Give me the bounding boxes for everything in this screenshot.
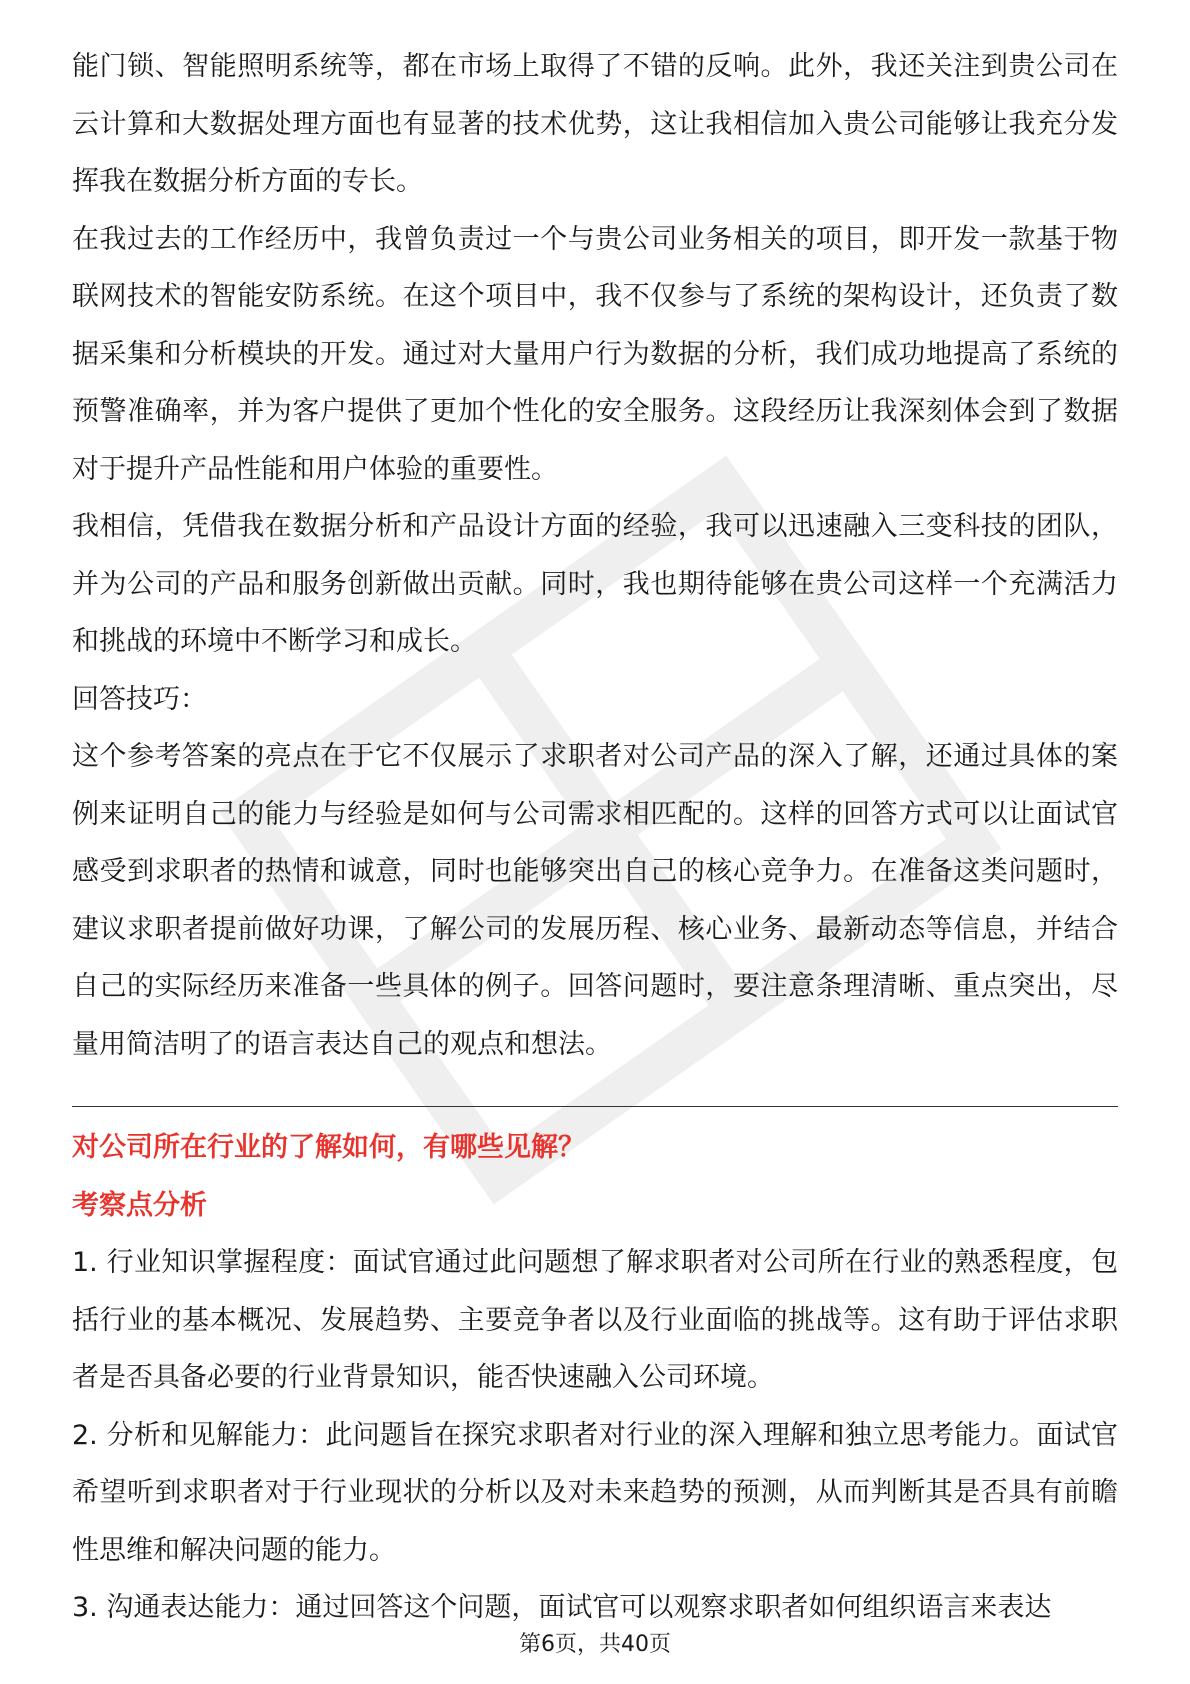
body-paragraph: 这个参考答案的亮点在于它不仅展示了求职者对公司产品的深入了解，还通过具体的案例来证明自己的能力与经验是如何与公司需求相匹配的。这样的回答方式可以让面试官感受到求职者的热情和诚意，同时也能够突出自己的核心竞争力。在准备这类问题时，建议求职者提前做好功课，了解公司的发展历程、核心业务、最新动态等信息，并结合自己的实际经历来准备一些具体的例子。回答问题时，要注意条理清晰、重点突出，尽量用简洁明了的语言表达自己的观点和想法。 — [72, 741, 1118, 1060]
analysis-point: 2. 分析和见解能力：此问题旨在探究求职者对行业的深入理解和独立思考能力。面试官希望听到求职者对于行业现状的分析以及对未来趋势的预测，从而判断其是否具有前瞻性思维和解决问题的能力。 — [72, 1419, 1118, 1566]
body-paragraph: 我相信，凭借我在数据分析和产品设计方面的经验，我可以迅速融入三变科技的团队，并为公司的产品和服务创新做出贡献。同时，我也期待能够在贵公司这样一个充满活力和挑战的环境中不断学习和成长。 — [72, 511, 1118, 657]
section-divider — [72, 1106, 1118, 1107]
body-paragraph: 能门锁、智能照明系统等，都在市场上取得了不错的反响。此外，我还关注到贵公司在云计算和大数据处理方面也有显著的技术优势，这让我相信加入贵公司能够让我充分发挥我在数据分析方面的专长。 — [72, 51, 1118, 197]
body-paragraph: 在我过去的工作经历中，我曾负责过一个与贵公司业务相关的项目，即开发一款基于物联网技术的智能安防系统。在这个项目中，我不仅参与了系统的架构设计，还负责了数据采集和分析模块的开发。通过对大量用户行为数据的分析，我们成功地提高了系统的预警准确率，并为客户提供了更加个性化的安全服务。这段经历让我深刻体会到了数据对于提升产品性能和用户体验的重要性。 — [72, 223, 1118, 485]
answer-tips-label: 回答技巧： — [72, 683, 207, 715]
question-title: 对公司所在行业的了解如何，有哪些见解？ — [72, 1132, 585, 1163]
page-number: 第6页，共40页 — [519, 1632, 671, 1657]
analysis-point: 1. 行业知识掌握程度：面试官通过此问题想了解求职者对公司所在行业的熟悉程度，包括行业的基本概况、发展趋势、主要竞争者以及行业面临的挑战等。这有助于评估求职者是否具备必要的行业背景知识，能否快速融入公司环境。 — [72, 1247, 1118, 1393]
analysis-heading: 考察点分析 — [72, 1189, 207, 1221]
analysis-point: 3. 沟通表达能力：通过回答这个问题，面试官可以观察求职者如何组织语言来表达 — [72, 1592, 1052, 1623]
document-page — [72, 38, 1118, 1637]
